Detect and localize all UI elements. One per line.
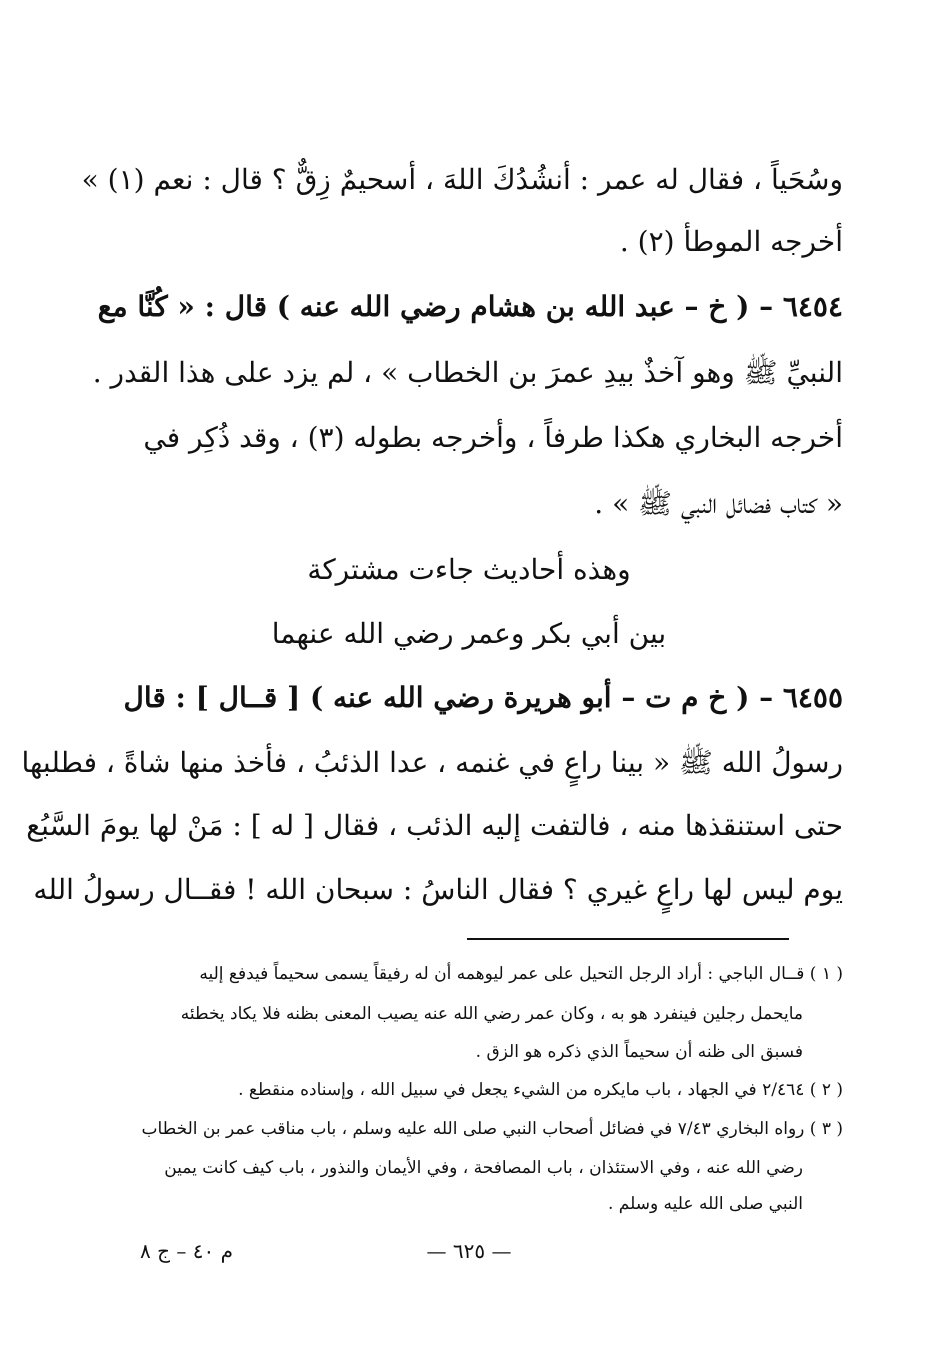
section-heading-2: بين أبي بكر وعمر رضي الله عنهما xyxy=(271,617,667,650)
body-line-4: النبيِّ ﷺ وهو آخذٌ بيدِ عمرَ بن الخطاب » ، لم يزد على هذا القدر . xyxy=(92,356,843,389)
body-line-6: « كتاب فضائل النبي ﷺ » . xyxy=(594,487,843,520)
volume-reference: م ٤٠ – ج ٨ xyxy=(140,1239,233,1263)
footnote-separator xyxy=(467,938,789,940)
hadith-6455-header: ٦٤٥٥ – ( خ م ت – أبو هريرة رضي الله عنه ) [ قــال ] : قال xyxy=(123,681,843,714)
body-line-10: رسولُ الله ﷺ « بينا راعٍ في غنمه ، عدا الذئبُ ، فأخذ منها شاةً ، فطلبها xyxy=(21,746,843,779)
footnote-2-line-1: ( ٢ ) ٢/٤٦٤ في الجهاد ، باب مايكره من الشيء يجعل في سبيل الله ، وإسناده منقطع . xyxy=(238,1080,843,1100)
footnote-3-line-3: النبي صلى الله عليه وسلم . xyxy=(607,1194,803,1214)
body-line-2: أخرجه الموطأ (٢) . xyxy=(619,225,843,258)
section-heading-1: وهذه أحاديث جاءت مشتركة xyxy=(307,553,631,586)
body-line-12: يوم ليس لها راعٍ غيري ؟ فقال الناسُ : سبحان الله ! فقــال رسولُ الله xyxy=(33,873,843,906)
footnote-1-line-3: فسبق الى ظنه أن سحيماً الذي ذكره هو الزق . xyxy=(475,1042,803,1062)
footnote-1-line-1: ( ١ ) قــال الباجي : أراد الرجل التحيل على عمر ليوهمه أن له رفيقاً يسمى سحيماً فيدفع إليه xyxy=(199,964,843,984)
footnote-1-line-2: مايحمل رجلين فينفرد هو به ، وكان عمر رضي الله عنه يصيب المعنى بظنه فلا يكاد يخطئه xyxy=(180,1004,803,1024)
hadith-6454-header: ٦٤٥٤ – ( خ – عبد الله بن هشام رضي الله عنه ) قال : « كُنَّا مع xyxy=(97,290,843,323)
footnote-3-line-2: رضي الله عنه ، وفي الاستئذان ، باب المصافحة ، وفي الأيمان والنذور ، باب كيف كانت يمين xyxy=(164,1158,803,1178)
page-number: — ٦٢٥ — xyxy=(426,1239,512,1263)
footnote-3-line-1: ( ٣ ) رواه البخاري ٧/٤٣ في فضائل أصحاب النبي صلى الله عليه وسلم ، باب مناقب عمر بن الخطاب xyxy=(141,1119,843,1139)
body-line-11: حتى استنقذها منه ، فالتفت إليه الذئب ، فقال [ له ] : مَنْ لها يومَ السَّبُع xyxy=(26,809,843,842)
body-line-5: أخرجه البخاري هكذا طرفاً ، وأخرجه بطوله (٣) ، وقد ذُكِر في xyxy=(143,421,843,454)
body-line-1: وسُحَياً ، فقال له عمر : أنشُدُكَ اللهَ ، أسحيمٌ زِقٌّ ؟ قال : نعم (١) » xyxy=(81,163,843,196)
